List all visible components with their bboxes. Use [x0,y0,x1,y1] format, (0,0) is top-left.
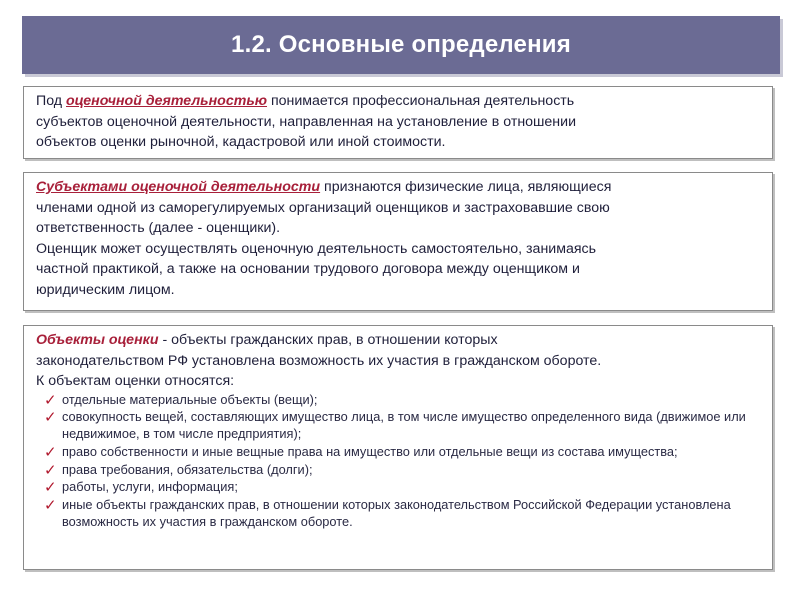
checkmark-icon: ✓ [44,461,57,479]
paragraph-line [36,330,760,351]
paragraph-line: ответственность (далее - оценщики). [36,220,281,236]
definition-text: признаются физические лица, являющиеся [320,179,612,195]
definition-text: - объекты гражданских прав, в отношении которых [158,332,498,348]
page-title: 1.2. Основные определения [231,31,571,58]
term-assessment-activity: оценочной деятельностью [66,93,268,109]
term-objects: Объекты оценки [36,332,159,348]
list-item-text: совокупность вещей, составляющих имущество лица, в том числе имущество определенного вида (движимое или недвижимое, в том числе предприятия); [62,409,746,442]
paragraph-line: объектов оценки рыночной, кадастровой или иной стоимости. [36,134,446,150]
list-item-text: работы, услуги, информация; [62,479,238,495]
prefix-text: Под [36,93,66,109]
list-item [44,497,760,531]
checkmark-icon: ✓ [44,391,57,409]
checkmark-icon: ✓ [44,479,57,497]
list-item-text: права требования, обязательства (долги); [62,461,313,477]
paragraph-line: частной практикой, а также на основании трудового договора между оценщиком и [36,261,580,277]
paragraph-line: субъектов оценочной деятельности, направленная на установление в отношении [36,113,576,130]
checkmark-icon: ✓ [44,443,57,461]
list-item-text: отдельные материальные объекты (вещи); [62,391,318,407]
checkmark-icon: ✓ [44,409,57,427]
checkmark-icon: ✓ [44,497,57,515]
list-item [44,443,760,461]
list-item [44,479,760,497]
paragraph-line: Оценщик может осуществлять оценочную деятельность самостоятельно, занимаясь [36,240,597,257]
title-bar [22,16,780,74]
definition-box-objects [23,325,773,570]
definition-box-assessment-activity [23,86,773,159]
definition-text: понимается профессиональная деятельность [267,93,575,109]
list-item-text: право собственности и иные вещные права на имущество или отдельные вещи из состава имущества; [62,443,678,459]
list-item [44,391,760,409]
objects-list [36,392,760,531]
paragraph-line: членами одной из саморегулируемых организаций оценщиков и застраховавшие свою [36,199,610,216]
paragraph-line [36,177,760,198]
term-subjects: Субъектами оценочной деятельности [36,179,321,195]
definition-box-subjects [23,172,773,311]
paragraph-line: законодательством РФ установлена возможность их участия в гражданском обороте. [36,352,602,369]
paragraph-line: юридическим лицом. [36,281,175,298]
paragraph-line [36,91,760,112]
list-item-text: иные объекты гражданских прав, в отношении которых законодательством Российской Федерации установлена возможность их участия в гражданском обороте. [62,497,731,530]
paragraph-line: К объектам оценки относятся: [36,373,235,389]
list-item [44,461,760,479]
list-item [44,409,760,443]
